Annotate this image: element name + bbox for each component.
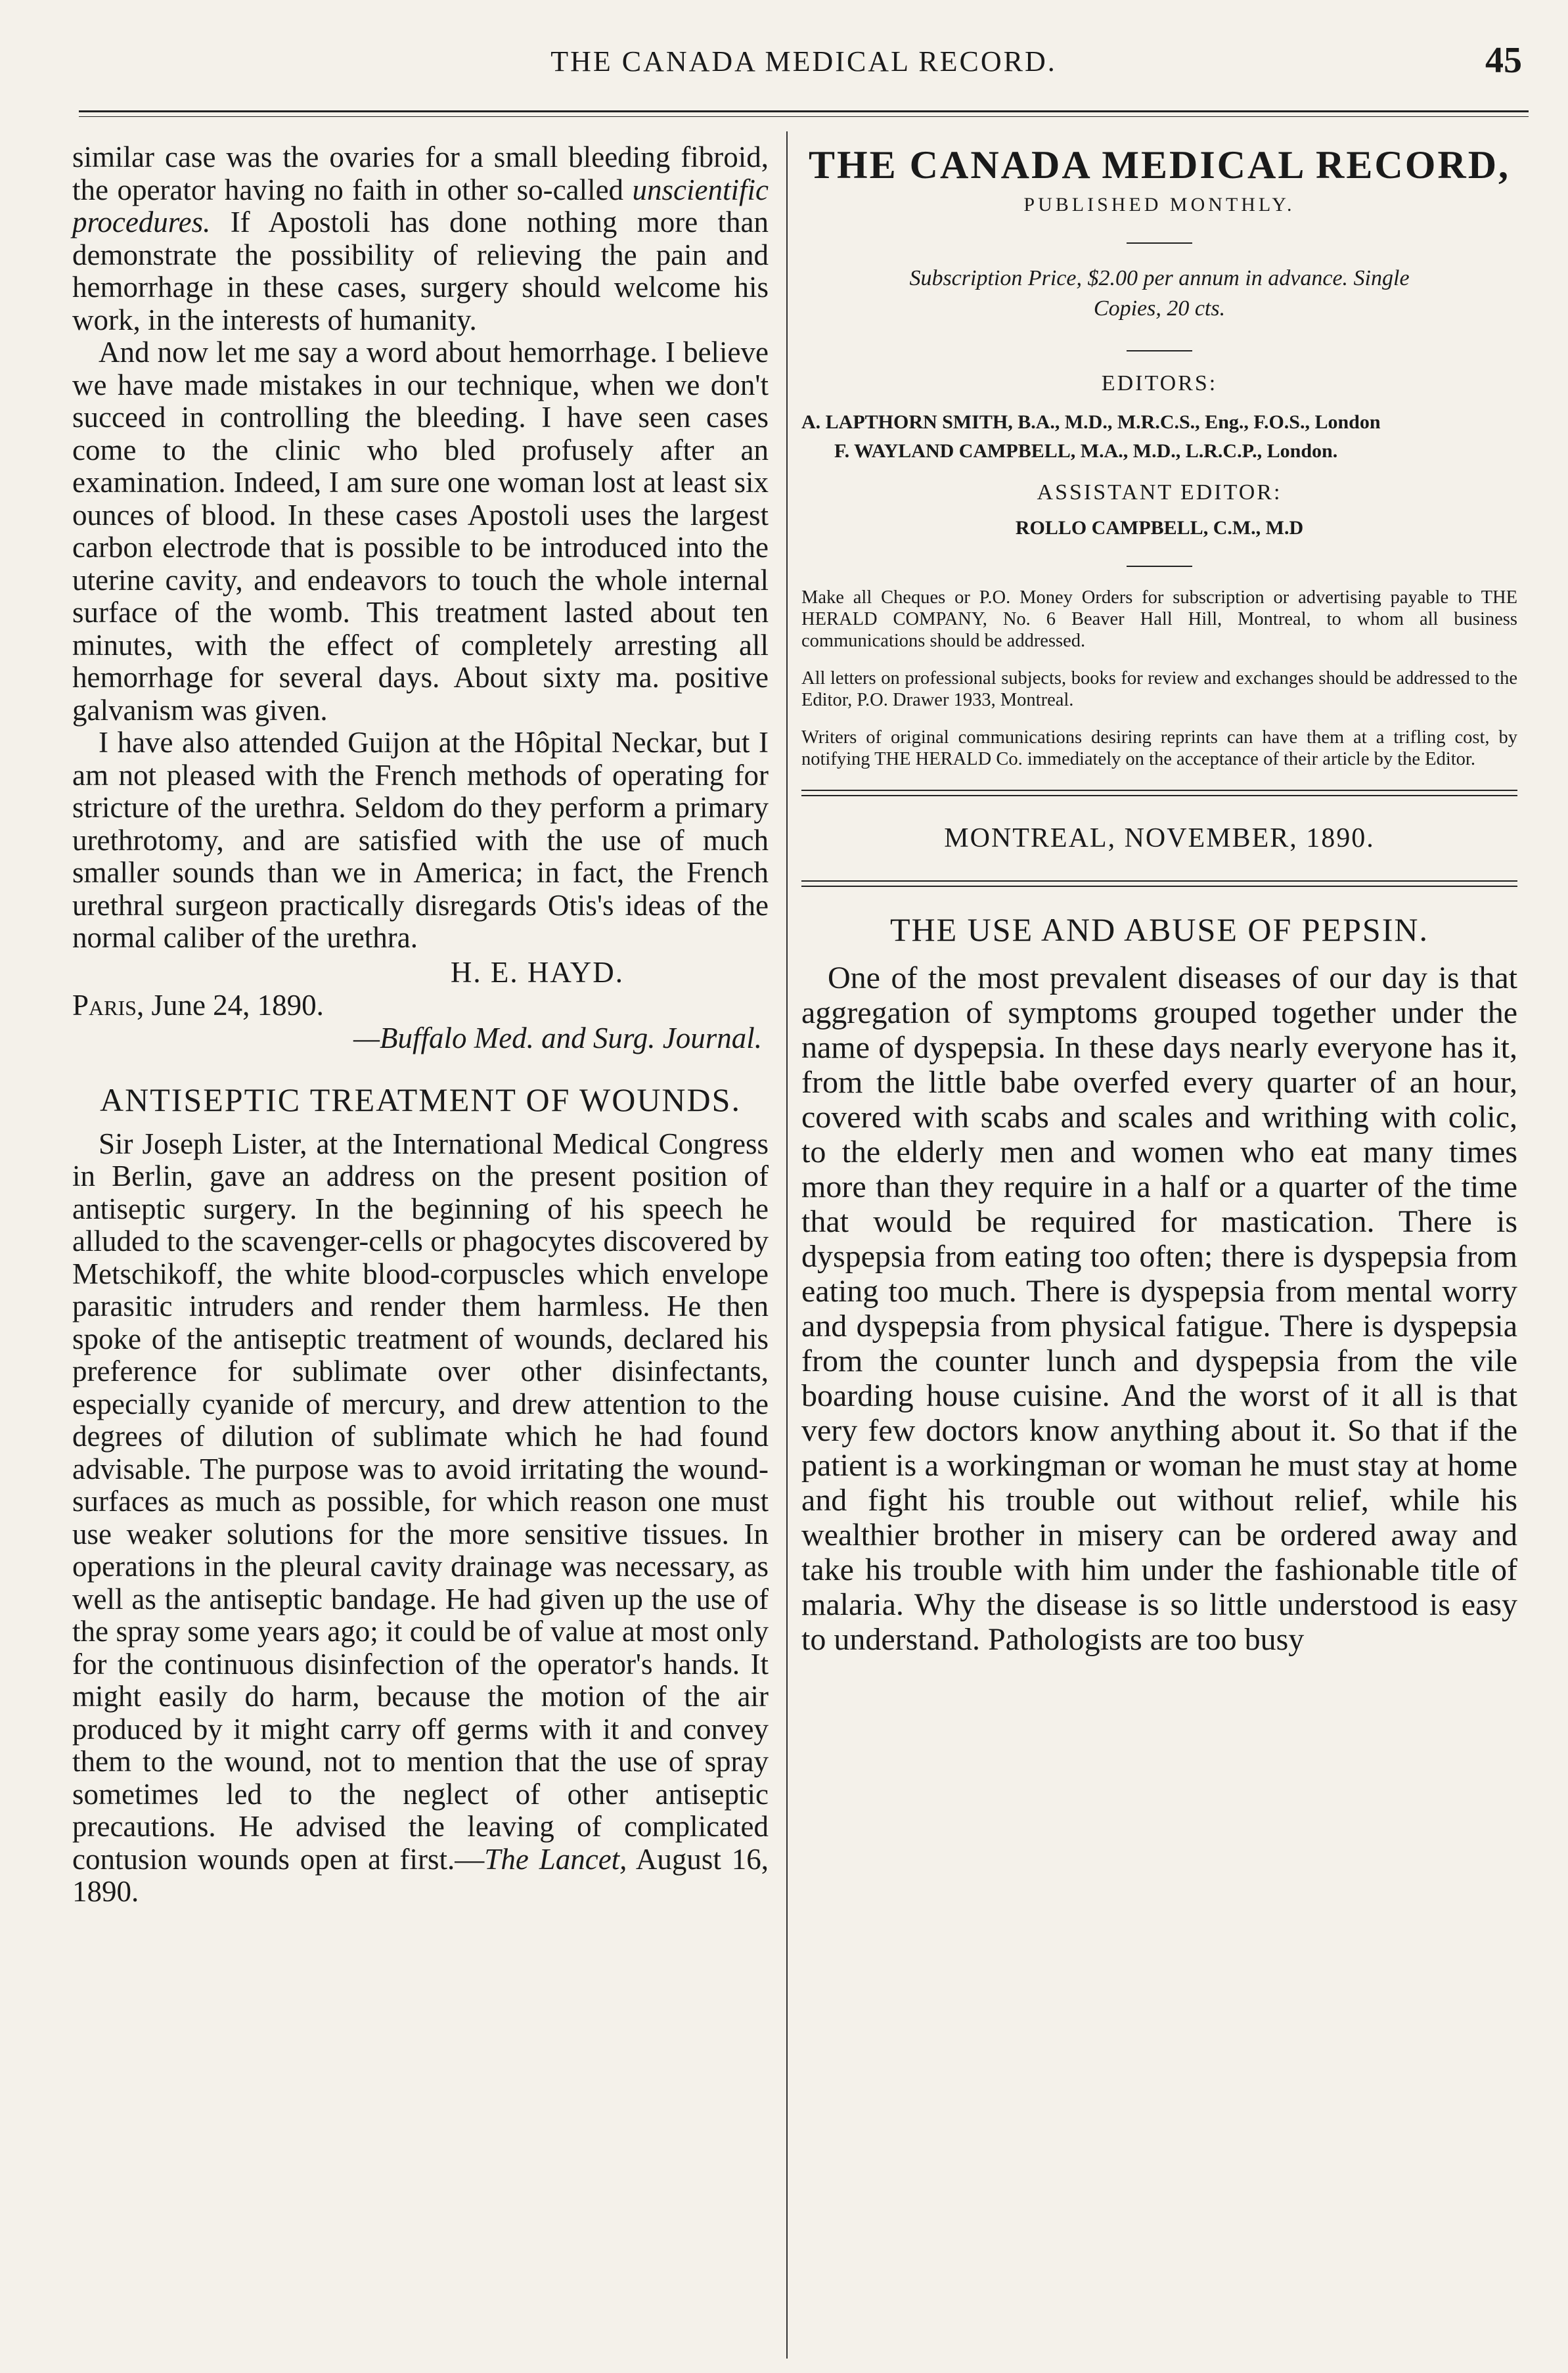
column-divider: [786, 131, 788, 2359]
left-column: [72, 141, 769, 2355]
article-paragraph: One of the most prevalent diseases of our day is that aggregation of symptoms grouped together under the name of dyspepsia. In these days nearly everyone has it, from the little babe overfed every quarter of an hour, covered with scabs and scales and writhing with colic, to the elderly men and women who eat many times more than they require in a half or a quarter of the time that would be required for mastication. There is dyspepsia from eating too often; there is dyspepsia from eating too much. There is dyspepsia from mental worry and dyspepsia from physical fatigue. There is dyspepsia from the counter lunch and dyspepsia from the vile boarding house cuisine. And the worst of it all is that very few doctors know anything about it. So that if the patient is a workingman or woman he must stay at home and fight his trouble out without relief, while his wealthier brother in misery can be ordered away and take his trouble with him under the fashionable title of malaria. Why the disease is so little understood is easy to understand. Pathologists are too busy: [801, 960, 1517, 1657]
article-title: THE USE AND ABUSE OF PEPSIN.: [889, 911, 1429, 948]
notice-reprints: Writers of original communications desiring reprints can have them at a trifling cost, by notifying THE HERALD Co. immediately on the acceptance of their article by the Editor.: [801, 727, 1517, 769]
short-rule: [1127, 566, 1192, 567]
running-header: [79, 39, 1529, 92]
assistant-editor-label: ASSISTANT EDITOR:: [1037, 480, 1282, 505]
page-number: 45: [1485, 40, 1522, 81]
place-date: Paris, June 24, 1890.: [72, 988, 324, 1022]
author-signature: H. E. HAYD.: [450, 955, 624, 989]
paragraph-hemorrhage: And now let me say a word about hemorrhage. I believe we have made mistakes in our technique, when we don't succeed in controlling the bleeding. I have seen cases come to the clinic who bled profusely after an examination. Indeed, I am sure one woman lost at least six ounces of blood. In these cases Apostoli uses the largest carbon electrode that is possible to be introduced into the uterine cavity, and endeavors to touch the whole internal surface of the womb. This treatment lasted about ten minutes, with the effect of completely arresting all hemorrhage for several days. About sixty ma. positive galvanism was given.: [72, 336, 769, 727]
header-rule: [79, 110, 1529, 117]
double-rule: [801, 880, 1517, 887]
paragraph-continued: similar case was the ovaries for a small bleeding fibroid, the operator having no faith in other so-called unscientific procedures. If Apostoli has done nothing more than demonstrate the possibility of relieving the pain and hemorrhage in these cases, surgery should welcome his work, in the interests of humanity.: [72, 141, 769, 336]
double-rule: [801, 790, 1517, 796]
subscription-price: Subscription Price, $2.00 per annum in advance. Single Copies, 20 cts.: [909, 266, 1410, 321]
notice-payment: Make all Cheques or P.O. Money Orders for subscription or advertising payable to THE HERALD COMPANY, No. 6 Beaver Hall Hill, Montreal, to whom all business communications should be addressed.: [801, 587, 1517, 651]
article-title: ANTISEPTIC TREATMENT OF WOUNDS.: [100, 1081, 741, 1118]
notice-letters: All letters on professional subjects, books for review and exchanges should be addressed to the Editor, P.O. Drawer 1933, Montreal.: [801, 668, 1517, 710]
editors-label: EDITORS:: [1101, 371, 1218, 395]
dateline: MONTREAL, NOVEMBER, 1890.: [944, 823, 1375, 853]
italic-phrase: unscientific procedures.: [72, 173, 769, 238]
short-rule: [1127, 242, 1192, 244]
masthead-title: THE CANADA MEDICAL RECORD,: [808, 143, 1511, 187]
masthead-published: PUBLISHED MONTHLY.: [1023, 194, 1295, 215]
assistant-editor-name: ROLLO CAMPBELL, C.M., M.D: [1015, 517, 1304, 539]
editor-name: A. LAPTHORN SMITH, B.A., M.D., M.R.C.S., Eng., F.O.S., London: [801, 411, 1381, 433]
paragraph-urethra: I have also attended Guijon at the Hôpital Neckar, but I am not pleased with the French methods of operating for stricture of the urethra. Seldom do they perform a primary urethrotomy, and are satisfied with the use of much smaller sounds than we in America; in fact, the French urethral surgeon practically disregards Otis's ideas of the normal caliber of the urethra.: [72, 726, 769, 954]
source-citation: —Buffalo Med. and Surg. Journal.: [353, 1021, 762, 1054]
right-column: [801, 141, 1517, 2355]
running-title: THE CANADA MEDICAL RECORD.: [550, 45, 1057, 78]
editor-name: F. WAYLAND CAMPBELL, M.A., M.D., L.R.C.P., London.: [834, 440, 1338, 462]
article-paragraph: Sir Joseph Lister, at the International Medical Congress in Berlin, gave an address on the present position of antiseptic surgery. In the beginning of his speech he alluded to the scavenger-cells or phagocytes discovered by Metschikoff, the white blood-corpuscles which envelope parasitic intruders and render them harmless. He then spoke of the antiseptic treatment of wounds, declared his preference for sublimate over other disinfectants, especially cyanide of mercury, and drew attention to the degrees of dilution of sublimate which he had found advisable. The purpose was to avoid irritating the wound-surfaces as much as possible, for which reason one must use weaker solutions for the more sensitive tissues. In operations in the pleural cavity drainage was necessary, as well as the antiseptic bandage. He had given up the use of the spray some years ago; it could be of value at most only for the continuous disinfection of the operator's hands. It might easily do harm, because the motion of the air produced by it might carry off germs with it and convey them to the wound, not to mention that the use of spray sometimes led to the neglect of other antiseptic precautions. He advised the leaving of complicated contusion wounds open at first.—The Lancet, August 16, 1890.: [72, 1127, 769, 1908]
short-rule: [1127, 350, 1192, 351]
